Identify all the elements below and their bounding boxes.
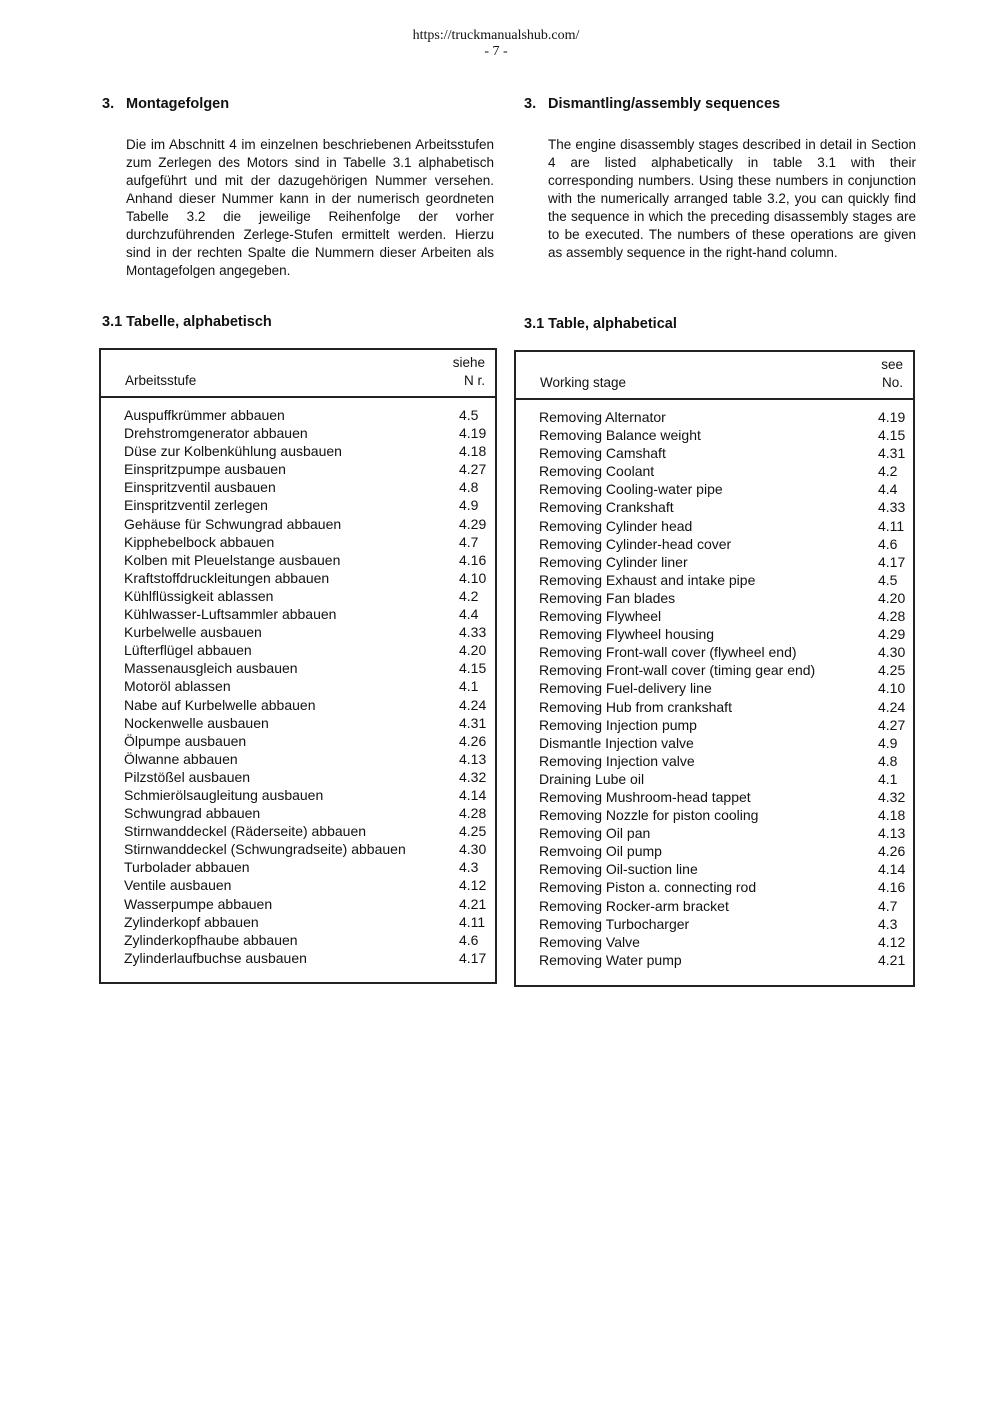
- table-row: [516, 643, 913, 661]
- row-stage: Lüfterflügel abbauen: [124, 642, 252, 659]
- row-stage: Removing Rocker-arm bracket: [539, 897, 729, 914]
- row-stage: Einspritzpumpe ausbauen: [124, 461, 286, 478]
- row-stage: Ventile ausbauen: [124, 877, 232, 894]
- row-ref-number: 4.28: [878, 608, 906, 625]
- table-row: [516, 734, 913, 752]
- row-ref-number: 4.12: [459, 877, 487, 894]
- table-row: [516, 553, 913, 571]
- row-stage: Kühlflüssigkeit ablassen: [124, 587, 274, 604]
- table-row: [101, 913, 495, 931]
- row-ref-number: 4.5: [878, 571, 898, 588]
- table-row: [101, 623, 495, 641]
- row-stage: Zylinderkopfhaube abbauen: [124, 931, 298, 948]
- table-row: [101, 533, 495, 551]
- row-ref-number: 4.28: [459, 805, 487, 822]
- table-row: [101, 587, 495, 605]
- table-row: [516, 480, 913, 498]
- row-stage: Einspritzventil ausbauen: [124, 479, 276, 496]
- row-stage: Kurbelwelle ausbauen: [124, 624, 262, 641]
- row-ref-number: 4.17: [878, 553, 906, 570]
- row-stage: Düse zur Kolbenkühlung ausbauen: [124, 443, 342, 460]
- left-column-german: [102, 96, 502, 280]
- table-row: [101, 714, 495, 732]
- page-number: - 7 -: [484, 44, 508, 59]
- row-stage: Massenausgleich ausbauen: [124, 660, 298, 677]
- table-row: [101, 822, 495, 840]
- row-stage: Kraftstoffdruckleitungen abbauen: [124, 569, 330, 586]
- table-alphabetical-de: [99, 348, 497, 984]
- row-ref-number: 4.10: [459, 569, 487, 586]
- row-stage: Schwungrad abbauen: [124, 805, 261, 822]
- row-ref-number: 4.8: [459, 479, 479, 496]
- column-header-ref-line1: see: [881, 357, 903, 372]
- row-stage: Auspuffkrümmer abbauen: [124, 407, 285, 423]
- row-ref-number: 4.31: [878, 445, 906, 462]
- row-stage: Stirnwanddeckel (Räderseite) abbauen: [124, 823, 367, 840]
- row-ref-number: 4.33: [878, 499, 906, 516]
- table-row: [101, 750, 495, 768]
- table-row: [516, 806, 913, 824]
- row-ref-number: 4.6: [878, 535, 898, 552]
- table-row: [516, 661, 913, 679]
- table-body: [101, 406, 495, 967]
- table-row: [516, 535, 913, 553]
- row-stage: Removing Turbocharger: [539, 915, 690, 932]
- row-ref-number: 4.30: [459, 841, 487, 858]
- row-ref-number: 4.9: [878, 734, 898, 751]
- column-header-stage: Arbeitsstufe: [125, 373, 197, 388]
- row-stage: Dismantle Injection valve: [539, 734, 694, 751]
- row-stage: Removing Front-wall cover (timing gear end): [539, 662, 816, 679]
- row-ref-number: 4.2: [878, 463, 898, 480]
- section-number: 3.: [102, 96, 115, 112]
- table-header: [101, 350, 495, 398]
- row-stage: Removing Mushroom-head tappet: [539, 788, 751, 805]
- table-row: [101, 659, 495, 677]
- table-row: [516, 679, 913, 697]
- table-title-de: 3.1 Tabelle, alphabetisch: [102, 314, 272, 330]
- row-stage: Removing Injection pump: [539, 716, 697, 733]
- row-stage: Kipphebelbock abbauen: [124, 533, 275, 550]
- row-stage: Wasserpumpe abbauen: [124, 895, 273, 912]
- row-stage: Nabe auf Kurbelwelle abbauen: [124, 696, 316, 713]
- table-row: [101, 424, 495, 442]
- row-stage: Removing Alternator: [539, 409, 666, 425]
- row-stage: Removing Flywheel: [539, 608, 662, 625]
- row-stage: Removing Oil pan: [539, 825, 651, 842]
- row-stage: Removing Hub from crankshaft: [539, 698, 732, 715]
- row-stage: Pilzstößel ausbauen: [124, 768, 251, 785]
- row-ref-number: 4.15: [878, 427, 906, 444]
- table-row: [101, 696, 495, 714]
- row-stage: Ölpumpe ausbauen: [124, 732, 247, 749]
- table-row: [516, 589, 913, 607]
- table-row: [101, 931, 495, 949]
- row-ref-number: 4.10: [878, 680, 906, 697]
- row-stage: Removing Flywheel housing: [539, 626, 715, 643]
- table-row: [101, 732, 495, 750]
- table-row: [516, 788, 913, 806]
- row-ref-number: 4.9: [459, 497, 479, 514]
- row-ref-number: 4.16: [878, 879, 906, 896]
- table-row: [101, 641, 495, 659]
- row-stage: Zylinderlaufbuchse ausbauen: [124, 949, 307, 966]
- table-row: [516, 842, 913, 860]
- table-row: [516, 915, 913, 933]
- row-ref-number: 4.18: [878, 807, 906, 824]
- row-ref-number: 4.6: [459, 931, 479, 948]
- table-row: [516, 897, 913, 915]
- row-stage: Motoröl ablassen: [124, 678, 231, 695]
- row-ref-number: 4.26: [459, 732, 487, 749]
- section-number: 3.: [524, 96, 537, 112]
- row-stage: Turbolader abbauen: [124, 859, 250, 876]
- row-stage: Kolben mit Pleuelstange ausbauen: [124, 551, 341, 568]
- row-ref-number: 4.27: [878, 716, 906, 733]
- column-header-ref-line2: N r.: [463, 373, 485, 388]
- row-ref-number: 4.21: [878, 951, 906, 968]
- row-ref-number: 4.8: [878, 752, 898, 769]
- row-stage: Removing Crankshaft: [539, 499, 674, 516]
- table-row: [101, 840, 495, 858]
- section-heading-de: [102, 96, 502, 116]
- column-header-ref-line2: No.: [881, 375, 903, 390]
- table-title-en: 3.1 Table, alphabetical: [524, 316, 677, 332]
- table-row: [101, 895, 495, 913]
- table-row: [101, 876, 495, 894]
- table-row: [516, 571, 913, 589]
- row-ref-number: 4.33: [459, 624, 487, 641]
- row-ref-number: 4.20: [878, 589, 906, 606]
- row-stage: Kühlwasser-Luftsammler abbauen: [124, 606, 337, 623]
- row-stage: Removing Exhaust and intake pipe: [539, 571, 756, 588]
- row-stage: Removing Injection valve: [539, 752, 695, 769]
- row-stage: Removing Balance weight: [539, 427, 701, 444]
- table-row: [516, 498, 913, 516]
- row-ref-number: 4.18: [459, 443, 487, 460]
- row-ref-number: 4.29: [459, 515, 487, 532]
- row-ref-number: 4.2: [459, 587, 479, 604]
- row-ref-number: 4.14: [878, 861, 906, 878]
- table-row: [101, 858, 495, 876]
- table-row: [101, 677, 495, 695]
- column-header-stage: Working stage: [540, 375, 627, 390]
- table-row: [516, 860, 913, 878]
- column-header-ref: [881, 356, 903, 392]
- row-ref-number: 4.11: [459, 913, 486, 930]
- row-ref-number: 4.7: [878, 897, 898, 914]
- row-ref-number: 4.32: [459, 768, 487, 785]
- section-heading-en: [524, 96, 924, 116]
- source-url: https://truckmanualshub.com/: [412, 28, 580, 43]
- table-row: [516, 770, 913, 788]
- table-row: [516, 444, 913, 462]
- row-ref-number: 4.17: [459, 949, 487, 966]
- table-row: [101, 949, 495, 967]
- row-ref-number: 4.14: [459, 786, 487, 803]
- row-stage: Removing Cylinder head: [539, 517, 693, 534]
- row-ref-number: 4.13: [878, 825, 906, 842]
- row-ref-number: 4.15: [459, 660, 487, 677]
- row-ref-number: 4.27: [459, 461, 487, 478]
- row-stage: Drehstromgenerator abbauen: [124, 425, 308, 442]
- table-row: [101, 804, 495, 822]
- table-row: [101, 605, 495, 623]
- column-header-ref-line1: siehe: [452, 355, 485, 370]
- row-stage: Removing Camshaft: [539, 445, 666, 462]
- row-ref-number: 4.20: [459, 642, 487, 659]
- row-ref-number: 4.29: [878, 626, 906, 643]
- right-column-english: [524, 96, 924, 262]
- table-row: [516, 752, 913, 770]
- row-stage: Removing Oil-suction line: [539, 861, 698, 878]
- section-title: Dismantling/assembly sequences: [548, 96, 781, 112]
- row-ref-number: 4.19: [459, 425, 487, 442]
- table-row: [101, 569, 495, 587]
- table-row: [101, 406, 495, 424]
- row-stage: Ölwanne abbauen: [124, 750, 238, 767]
- row-stage: Remvoing Oil pump: [539, 843, 662, 860]
- row-stage: Schmierölsaugleitung ausbauen: [124, 786, 324, 803]
- table-row: [101, 478, 495, 496]
- row-ref-number: 4.1: [878, 770, 898, 787]
- row-stage: Removing Cylinder liner: [539, 553, 688, 570]
- table-row: [516, 625, 913, 643]
- row-ref-number: 4.31: [459, 714, 487, 731]
- table-row: [101, 460, 495, 478]
- table-row: [516, 698, 913, 716]
- table-row: [101, 768, 495, 786]
- row-stage: Stirnwanddeckel (Schwungradseite) abbauen: [124, 841, 406, 858]
- row-ref-number: 4.11: [878, 517, 905, 534]
- row-stage: Removing Coolant: [539, 463, 655, 480]
- column-header-ref: [453, 354, 485, 390]
- row-ref-number: 4.21: [459, 895, 487, 912]
- section-title: Montagefolgen: [126, 96, 230, 112]
- row-ref-number: 4.5: [459, 407, 479, 423]
- row-ref-number: 4.1: [459, 678, 479, 695]
- row-stage: Removing Valve: [539, 933, 640, 950]
- page-header: [0, 28, 992, 60]
- row-stage: Removing Front-wall cover (flywheel end): [539, 644, 797, 661]
- intro-paragraph-de: Die im Abschnitt 4 im einzelnen beschriebenen Arbeitsstufen zum Zerlegen des Motors sind in Tabelle 3.1 alphabetisch aufgeführt und mit der dazugehörigen Nummer versehen. Anhand dieser Nummer kann in der numerisch geordneten Tabelle 3.2 die jeweilige Reihenfolge der vorher durchzuführenden Zerlege-Stufen ermittelt werden. Hierzu sind in der rechten Spalte die Nummern dieser Arbeiten als Montagefolgen angegeben.: [126, 137, 494, 278]
- row-stage: Gehäuse für Schwungrad abbauen: [124, 515, 342, 532]
- table-row: [516, 426, 913, 444]
- row-stage: Zylinderkopf abbauen: [124, 913, 259, 930]
- table-row: [101, 786, 495, 804]
- table-row: [516, 933, 913, 951]
- row-ref-number: 4.32: [878, 788, 906, 805]
- table-row: [101, 442, 495, 460]
- row-stage: Einspritzventil zerlegen: [124, 497, 268, 514]
- row-ref-number: 4.4: [459, 606, 479, 623]
- row-stage: Removing Piston a. connecting rod: [539, 879, 757, 896]
- row-ref-number: 4.30: [878, 644, 906, 661]
- row-ref-number: 4.24: [459, 696, 487, 713]
- row-stage: Removing Fan blades: [539, 589, 676, 606]
- row-stage: Removing Cooling-water pipe: [539, 481, 723, 498]
- row-ref-number: 4.26: [878, 843, 906, 860]
- table-row: [516, 517, 913, 535]
- row-ref-number: 4.24: [878, 698, 906, 715]
- row-stage: Removing Water pump: [539, 951, 682, 968]
- row-ref-number: 4.25: [459, 823, 487, 840]
- row-ref-number: 4.3: [459, 859, 479, 876]
- table-row: [516, 607, 913, 625]
- table-row: [516, 824, 913, 842]
- row-ref-number: 4.3: [878, 915, 898, 932]
- table-row: [101, 496, 495, 514]
- row-ref-number: 4.12: [878, 933, 906, 950]
- table-row: [516, 951, 913, 969]
- row-ref-number: 4.16: [459, 551, 487, 568]
- intro-paragraph-en: The engine disassembly stages described in detail in Section 4 are listed alphabetically in table 3.1 with their corresponding numbers. Using these numbers in conjunction with the numerically arranged table 3.2, you can quickly find the sequence in which the preceding disassembly stages are to be executed. The numbers of these operations are given as assembly sequence in the right-hand column.: [548, 137, 916, 260]
- table-alphabetical-en: [514, 350, 915, 987]
- table-row: [516, 716, 913, 734]
- table-row: [101, 551, 495, 569]
- table-row: [101, 515, 495, 533]
- row-ref-number: 4.13: [459, 750, 487, 767]
- row-ref-number: 4.4: [878, 481, 898, 498]
- row-ref-number: 4.19: [878, 409, 906, 425]
- table-header: [516, 352, 913, 400]
- table-body: [516, 408, 913, 969]
- table-row: [516, 462, 913, 480]
- row-stage: Removing Nozzle for piston cooling: [539, 807, 759, 824]
- row-stage: Removing Fuel-delivery line: [539, 680, 712, 697]
- row-ref-number: 4.7: [459, 533, 479, 550]
- row-ref-number: 4.25: [878, 662, 906, 679]
- row-stage: Draining Lube oil: [539, 770, 645, 787]
- table-row: [516, 878, 913, 896]
- row-stage: Nockenwelle ausbauen: [124, 714, 269, 731]
- row-stage: Removing Cylinder-head cover: [539, 535, 732, 552]
- table-row: [516, 408, 913, 426]
